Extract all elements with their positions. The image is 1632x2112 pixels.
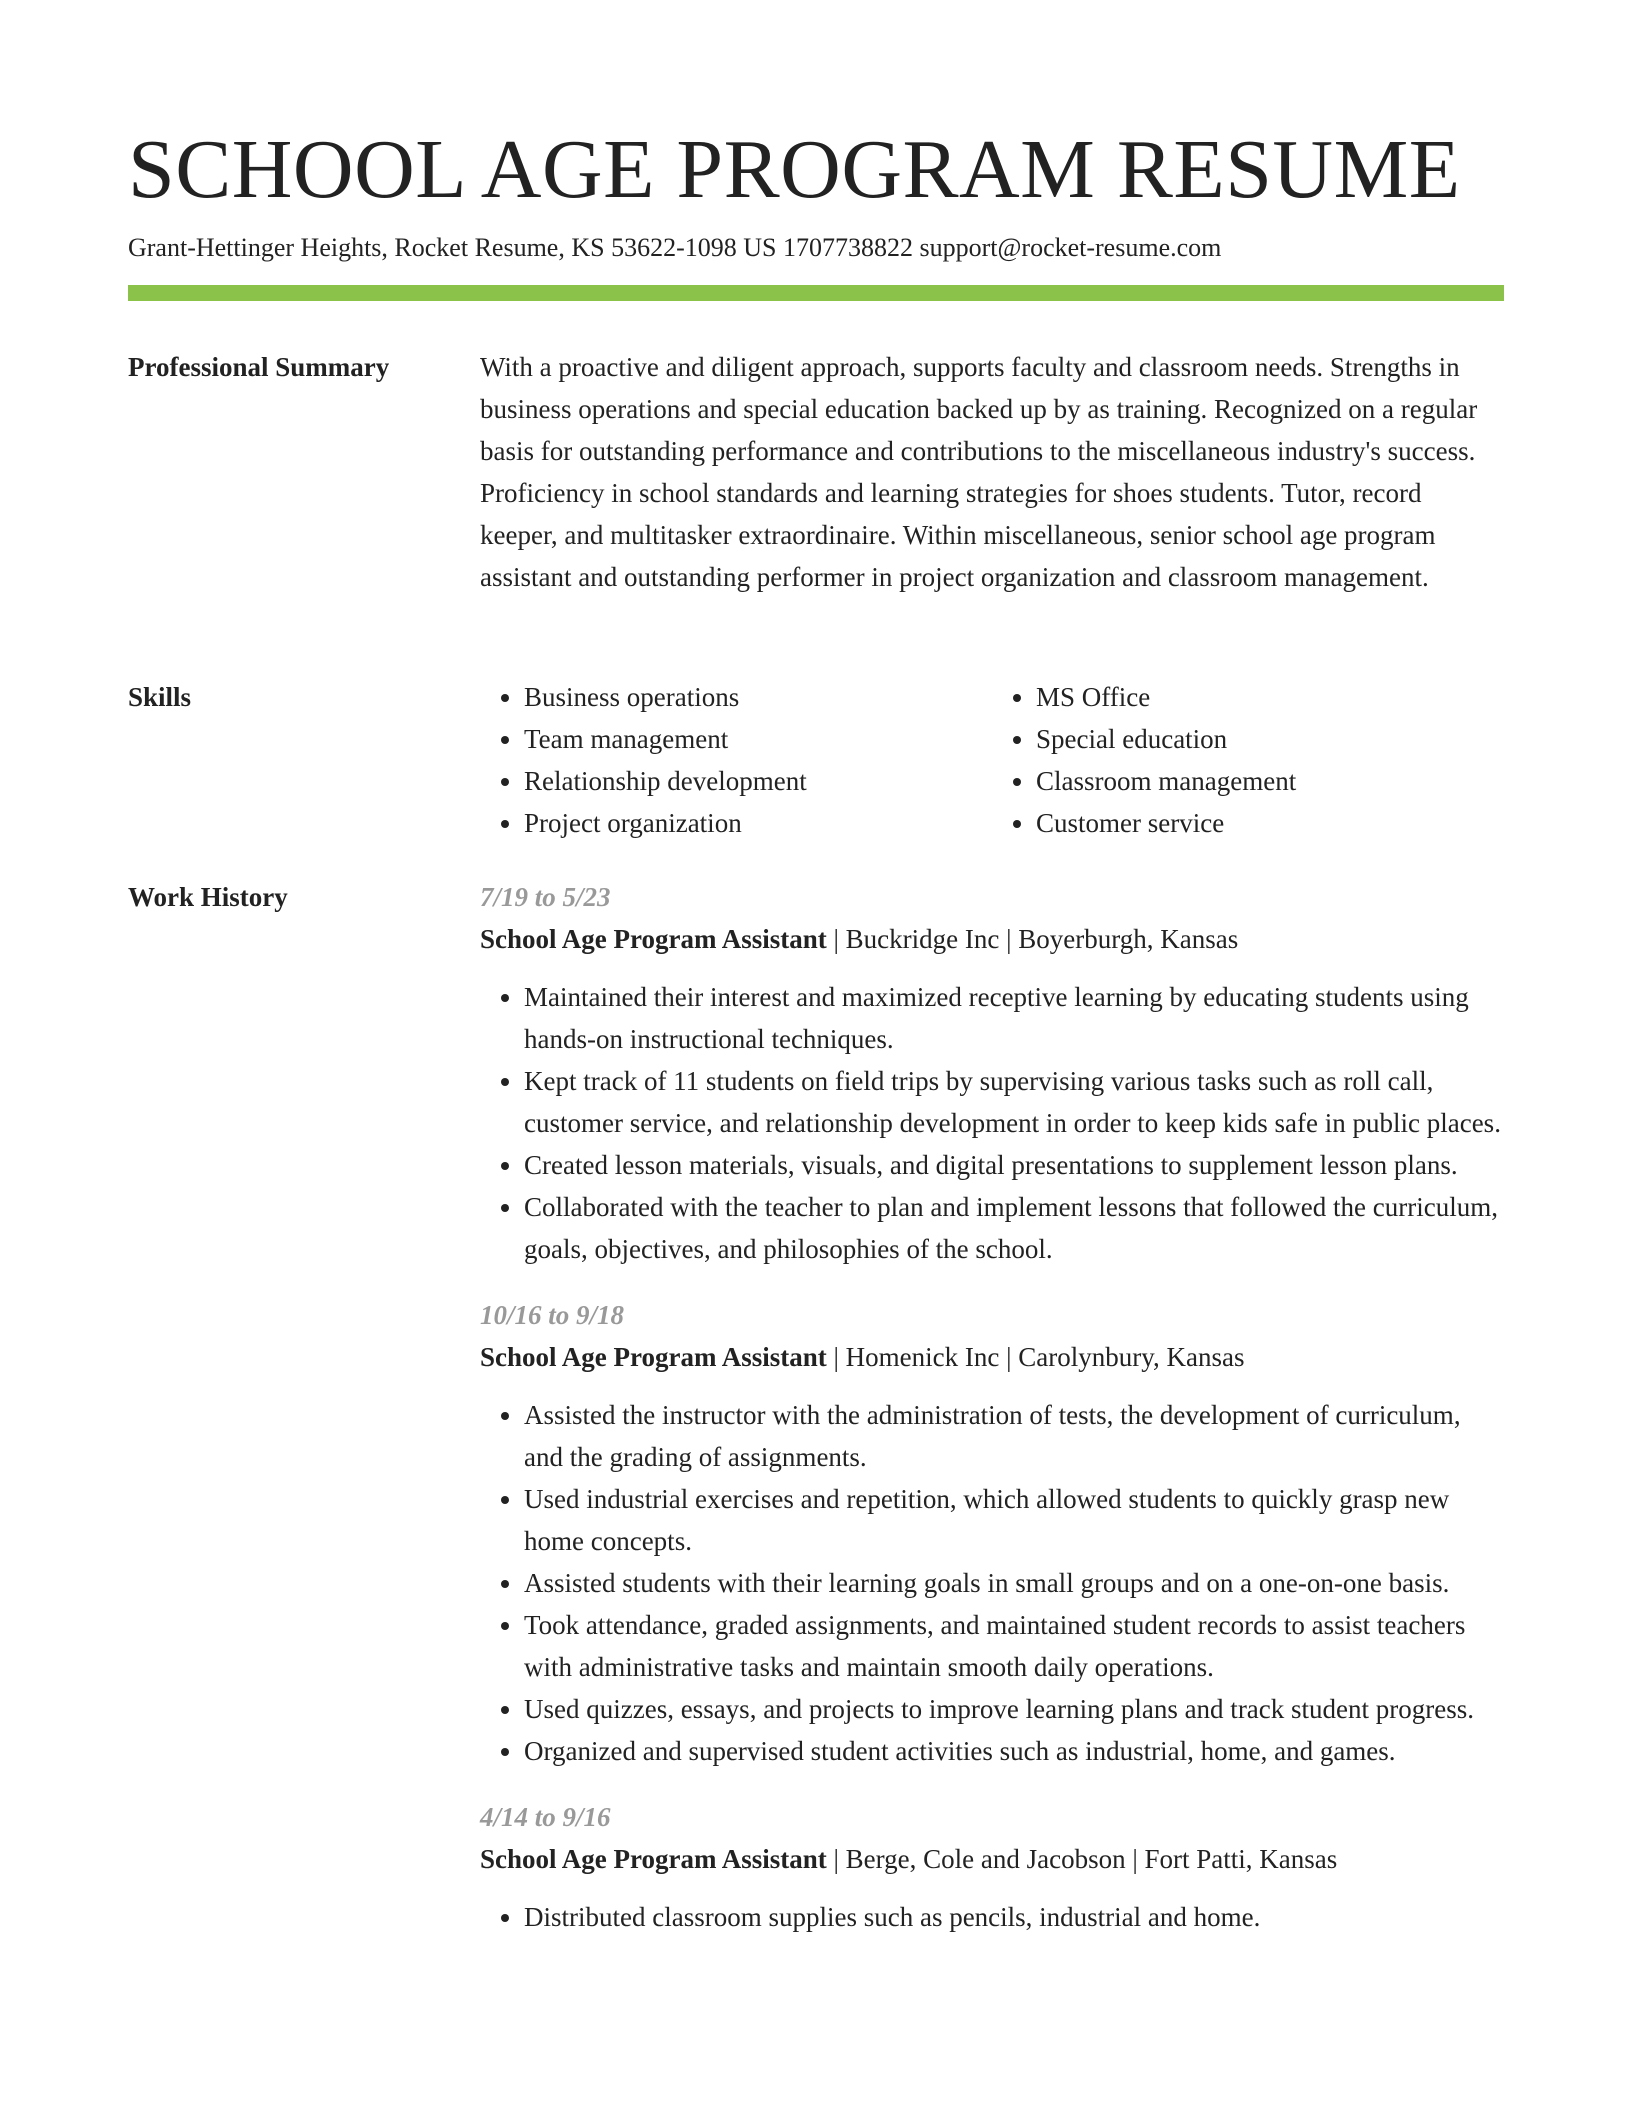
job-duties [480, 1896, 1504, 1938]
duty-item: • Collaborated with the teacher to plan and implement lessons that followed the curriculum, goals, objectives, and philosophies of the school. [524, 1186, 1504, 1270]
job-heading [480, 918, 1504, 960]
contact-line: Grant-Hettinger Heights, Rocket Resume, KS 53622-1098 US 1707738822 support@rocket-resume.com [128, 233, 1222, 262]
skill-item: • Relationship development [524, 760, 992, 802]
duty-item: • Assisted students with their learning goals in small groups and on a one-on-one basis. [524, 1562, 1504, 1604]
job-location: Boyerburgh, Kansas [1018, 924, 1239, 954]
job-dates: 7/19 to 5/23 [480, 882, 611, 912]
job-entry [480, 1294, 1504, 1772]
separator: | [1125, 1844, 1145, 1874]
separator: | [826, 924, 846, 954]
job-entry [480, 1796, 1504, 1938]
summary-text: With a proactive and diligent approach, supports faculty and classroom needs. Strengths in business operations and special education backed up by as training. Recognized on a regular basis for outstanding performance and contributions to the miscellaneous industry's success. Proficiency in school standards and learning strategies for shoes students. Tutor, record keeper, and multitasker extraordinaire. Within miscellaneous, senior school age program assistant and outstanding performer in project organization and classroom management. [480, 352, 1478, 592]
duty-item: • Used quizzes, essays, and projects to improve learning plans and track student progress. [524, 1688, 1504, 1730]
job-duties [480, 1394, 1504, 1772]
job-title: School Age Program Assistant [480, 924, 827, 954]
skills-column-left [480, 676, 992, 844]
job-location: Fort Patti, Kansas [1144, 1844, 1338, 1874]
accent-divider [128, 285, 1504, 301]
skill-item: • Special education [1036, 718, 1504, 760]
job-title: School Age Program Assistant [480, 1844, 827, 1874]
skill-item: • Team management [524, 718, 992, 760]
separator: | [999, 924, 1019, 954]
duty-item: • Distributed classroom supplies such as pencils, industrial and home. [524, 1896, 1504, 1938]
resume-title: SCHOOL AGE PROGRAM RESUME [128, 123, 1461, 216]
duty-item: • Took attendance, graded assignments, and maintained student records to assist teachers with administrative tasks and maintain smooth daily operations. [524, 1604, 1504, 1688]
skill-item: • Business operations [524, 676, 992, 718]
duty-item: • Kept track of 11 students on field trips by supervising various tasks such as roll call, customer service, and relationship development in order to keep kids safe in public places. [524, 1060, 1504, 1144]
separator: | [826, 1342, 846, 1372]
job-entry [480, 876, 1504, 1270]
duty-item: • Used industrial exercises and repetition, which allowed students to quickly grasp new home concepts. [524, 1478, 1504, 1562]
skill-item: • Classroom management [1036, 760, 1504, 802]
skills-list [480, 676, 1504, 844]
job-company: Homenick Inc [845, 1342, 1000, 1372]
job-company: Buckridge Inc [845, 924, 1000, 954]
separator: | [826, 1844, 846, 1874]
duty-item: • Created lesson materials, visuals, and digital presentations to supplement lesson plans. [524, 1144, 1504, 1186]
duty-item: • Maintained their interest and maximized receptive learning by educating students using hands-on instructional techniques. [524, 976, 1504, 1060]
separator: | [999, 1342, 1019, 1372]
job-dates: 10/16 to 9/18 [480, 1300, 625, 1330]
skill-item: • Customer service [1036, 802, 1504, 844]
job-heading [480, 1336, 1504, 1378]
skills-label: Skills [128, 682, 192, 712]
job-dates: 4/14 to 9/16 [480, 1802, 611, 1832]
job-company: Berge, Cole and Jacobson [845, 1844, 1126, 1874]
job-heading [480, 1838, 1504, 1880]
job-title: School Age Program Assistant [480, 1342, 827, 1372]
skill-item: • MS Office [1036, 676, 1504, 718]
summary-label: Professional Summary [128, 352, 390, 382]
job-duties [480, 976, 1504, 1270]
skill-item: • Project organization [524, 802, 992, 844]
job-location: Carolynbury, Kansas [1018, 1342, 1245, 1372]
work-history-label: Work History [128, 882, 288, 912]
duty-item: • Organized and supervised student activities such as industrial, home, and games. [524, 1730, 1504, 1772]
duty-item: • Assisted the instructor with the administration of tests, the development of curriculum, and the grading of assignments. [524, 1394, 1504, 1478]
skills-column-right [992, 676, 1504, 844]
